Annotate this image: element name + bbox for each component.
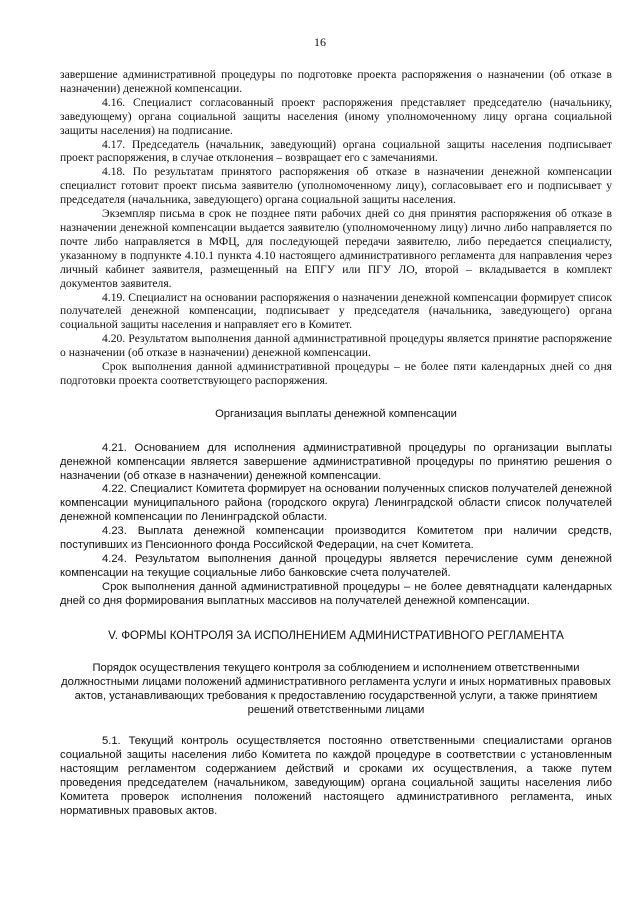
paragraph: завершение административной процедуры по подготовке проекта распоряжения о назначении (об отказе в назначении) денежной компенсации. — [60, 68, 612, 95]
paragraph: 4.19. Специалист на основании распоряжения о назначении денежной компенсации формирует список получателей денежной компенсации, подписывает у председателя (начальника, заведующего) органа социальной защиты населения и направляет его в Комитет. — [60, 290, 612, 332]
paragraph: 4.17. Председатель (начальник, заведующий) органа социальной защиты населения подписывает проект распоряжения, в случае отклонения – возвращает его с замечаниями. — [60, 137, 612, 165]
paragraph: 4.21. Основанием для исполнения административной процедуры по организации выплаты денежной компенсации является завершение административной процедуры по принятию решения о назначении (об отказе в назначении) денежной компенсации. — [60, 441, 612, 482]
paragraph: 4.20. Результатом выполнения данной административной процедуры является принятие распоряжение о назначении (об отказе в назначении) денежной компенсации. — [60, 332, 612, 360]
paragraph-group-approval — [60, 68, 612, 388]
paragraph: 4.22. Специалист Комитета формирует на основании полученных списков получателей денежной компенсации муниципального района (городского округа) Ленинградской области список получателей денежной компенсации по Ленинградской области. — [60, 483, 612, 524]
page-number: 16 — [314, 35, 326, 49]
subsection-title: Порядок осуществления текущего контроля за соблюдением и исполнением ответственными должностными лицами положений административного регламента услуги и иных нормативных правовых актов, устанавливающих требования к предоставлению государственной услуги, а также принятием решений ответственными лицами — [61, 661, 611, 717]
paragraph: Экземпляр письма в срок не позднее пяти рабочих дней со дня принятия распоряжения об отказе в назначении денежной компенсации выдается заявителю (уполномоченному лицу) лично либо направляется по почте либо направляется в МФЦ, для последующей передачи заявителю, либо передается специалисту, указанному в подпункте 4.10.1 пункта 4.10 настоящего административного регламента для направления через личный кабинет заявителя, размещенный на ЕПГУ или ПГУ ЛО, второй – вкладывается в комплект документов заявителя. — [60, 207, 612, 290]
document-body — [60, 68, 612, 819]
paragraph: 5.1. Текущий контроль осуществляется постоянно ответственными специалистами органов социальной защиты населения либо Комитета по каждой процедуре в соответствии с установленным настоящим регламентом содержанием действий и сроками их осуществления, а также путем проведения председателем (начальником, заведующим) органа социальной защиты населения либо Комитета проверок исполнения положений настоящего административного регламента, иных нормативных правовых актов. — [60, 735, 612, 817]
paragraph: Срок выполнения данной административной процедуры – не более пяти календарных дней со дня подготовки проекта соответствующего распоряжения. — [60, 360, 612, 387]
paragraph-group-payment — [60, 442, 612, 609]
chapter-title: V. ФОРМЫ КОНТРОЛЯ ЗА ИСПОЛНЕНИЕМ АДМИНИСТРАТИВНОГО РЕГЛАМЕНТА — [108, 628, 564, 642]
paragraph: 4.16. Специалист согласованный проект распоряжения представляет председателю (начальнику, заведующему) органа социальной защиты населения (иному уполномоченному лицу органа социальной защиты населения) на подписание. — [60, 95, 612, 137]
paragraph: 4.18. По результатам принятого распоряжения об отказе в назначении денежной компенсации специалист готовит проект письма заявителю (уполномоченному лицу), согласовывает его и подписывает у председателя (начальника, заведующего) органа социальной защиты населения. — [60, 165, 612, 207]
paragraph: Срок выполнения данной административной процедуры – не более девятнадцати календарных дней со дня формирования выплатных массивов на получателей денежной компенсации. — [60, 580, 612, 607]
paragraph-group-control — [60, 735, 612, 818]
section-title: Организация выплаты денежной компенсации — [215, 407, 457, 420]
paragraph: 4.24. Результатом выполнения данной процедуры является перечисление сумм денежной компенсации на текущие социальные либо банковские счета получателей. — [60, 553, 612, 579]
paragraph: 4.23. Выплата денежной компенсации производится Комитетом при наличии средств, поступивших из Пенсионного фонда Российской Федерации, на счет Комитета. — [60, 525, 612, 552]
